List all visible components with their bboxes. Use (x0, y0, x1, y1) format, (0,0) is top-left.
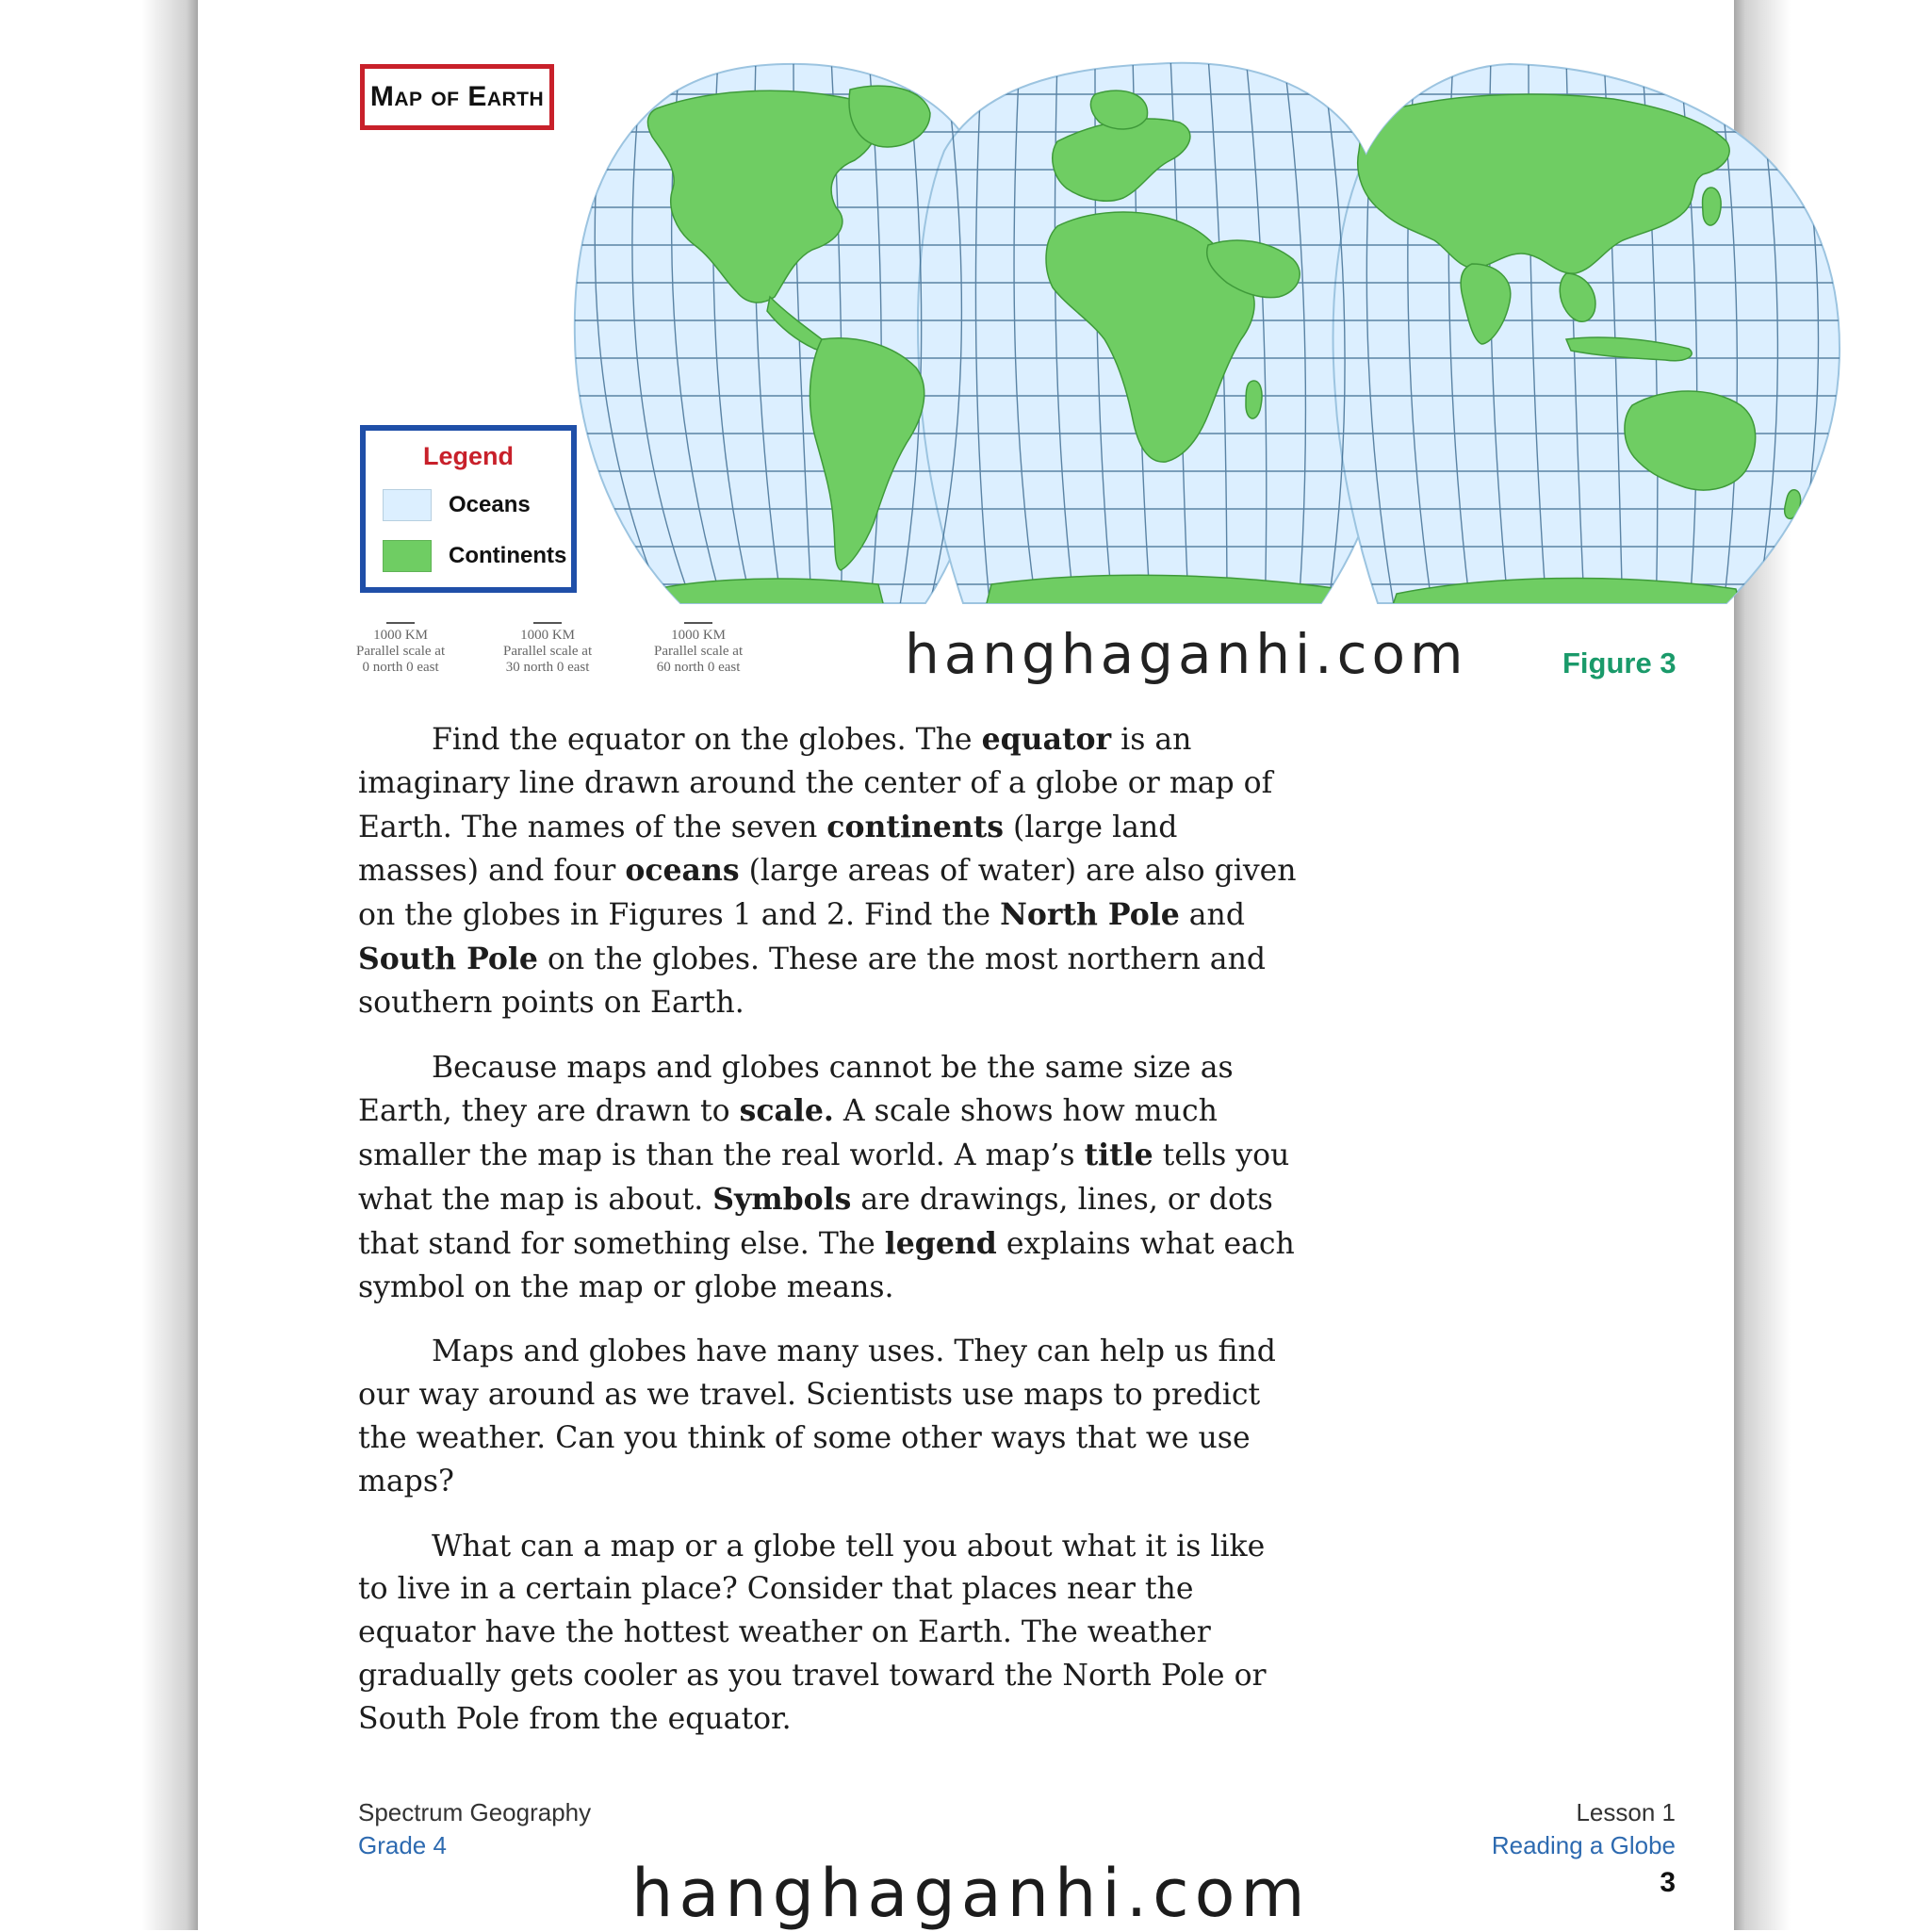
text-run: explains what each symbol on the map or globe means. (358, 1226, 1295, 1304)
legend-label-oceans: Oceans (449, 492, 531, 517)
scale-line3: 30 north 0 east (505, 660, 590, 675)
scale-bar-60-north (654, 622, 743, 676)
key-term: scale. (739, 1093, 834, 1129)
scale-bar-line (684, 622, 712, 624)
book-title: Spectrum Geography (358, 1798, 592, 1826)
legend-label-continents: Continents (449, 543, 567, 568)
world-map (567, 57, 1896, 622)
scale-line1: 1000 KM (373, 628, 429, 643)
ocean-swatch (383, 489, 432, 521)
key-term: Symbols (712, 1181, 852, 1217)
figure-label: Figure 3 (1562, 647, 1676, 679)
watermark-top: hanghaganhi.com (905, 622, 1468, 686)
paragraph-1 (358, 718, 1300, 1025)
map-legend (360, 425, 577, 593)
text-run: on the globes. These are the most northern and southern points on Earth. (358, 941, 1267, 1020)
legend-item-oceans (383, 489, 531, 521)
scale-line3: 0 north 0 east (362, 660, 439, 675)
text-run: is an imaginary line drawn around the center of a globe or map of Earth. The names of the seven (358, 723, 1273, 844)
lesson-label: Lesson 1 (1576, 1798, 1676, 1826)
key-term: equator (981, 722, 1112, 757)
japan-shape (1703, 188, 1722, 225)
scale-bar-30-north (503, 622, 592, 676)
key-term: North Pole (1000, 897, 1180, 933)
legend-item-continents (383, 540, 566, 572)
text-run: (large land masses) and four (358, 810, 1178, 889)
lesson-title: Reading a Globe (1491, 1831, 1676, 1859)
scale-line2: Parallel scale at (356, 644, 446, 659)
scale-line2: Parallel scale at (654, 644, 744, 659)
text-run: (large areas of water) are also given on the globes in Figures 1 and 2. Find the (358, 854, 1297, 933)
text-run: A scale shows how much smaller the map is than the real world. A map’s (358, 1094, 1218, 1173)
watermark-bottom: hanghaganhi.com (631, 1855, 1311, 1932)
scale-line2: Parallel scale at (503, 644, 593, 659)
scale-bar-0-north (356, 622, 445, 676)
legend-title: Legend (422, 442, 514, 470)
textbook-page (198, 0, 1734, 1930)
scale-line1: 1000 KM (520, 628, 576, 643)
antarctica-central-shape (982, 575, 1340, 622)
scale-bar-line (533, 622, 562, 624)
text-run: Maps and globes have many uses. They can help us find our way around as we travel. Scientists use maps to predict the weather. Can you think of some other ways that we use maps? (358, 1334, 1276, 1498)
scale-line3: 60 north 0 east (656, 660, 741, 675)
page-shadow-left (141, 0, 198, 1930)
text-run: Because maps and globes cannot be the same size as Earth, they are drawn to (358, 1050, 1234, 1129)
paragraph-2 (358, 1047, 1300, 1310)
footer-left (358, 1796, 591, 1862)
key-term: title (1084, 1138, 1153, 1173)
text-run: are drawings, lines, or dots that stand for something else. The (358, 1182, 1273, 1261)
text-run: What can a map or a globe tell you about what it is like to live in a certain place? Consider that places near the equator have the hottest weather on Earth. The weather gradually gets cooler as you travel toward the North Pole or South Pole from the equator. (358, 1529, 1267, 1736)
key-term: oceans (625, 853, 740, 889)
paragraph-4 (358, 1526, 1300, 1742)
footer-right (1492, 1796, 1676, 1899)
body-text (358, 718, 1300, 1763)
grade-label: Grade 4 (358, 1831, 447, 1859)
key-term: South Pole (358, 941, 538, 976)
page-number: 3 (1660, 1867, 1676, 1898)
scale-line1: 1000 KM (671, 628, 727, 643)
text-run: and (1179, 898, 1245, 933)
paragraph-3 (358, 1331, 1300, 1503)
map-title: Map of Earth (360, 64, 554, 130)
key-term: continents (826, 809, 1005, 844)
text-run: Find the equator on the globes. The (432, 723, 982, 757)
continent-swatch (383, 540, 432, 572)
scale-bar-line (386, 622, 415, 624)
key-term: legend (884, 1225, 997, 1261)
madagascar-shape (1246, 381, 1262, 418)
antarctica-west-shape (614, 579, 888, 622)
text-run: tells you what the map is about. (358, 1138, 1290, 1217)
